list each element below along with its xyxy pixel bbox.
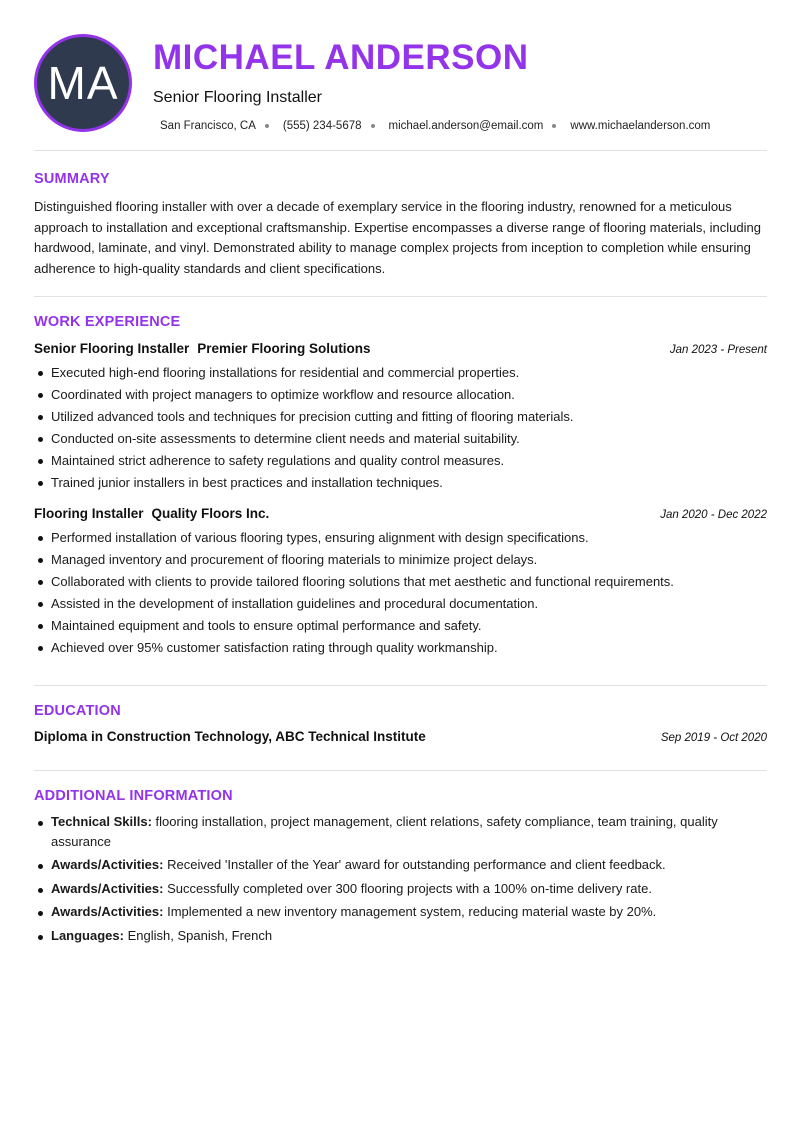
contact-phone-text: (555) 234-5678 <box>282 120 362 132</box>
job-title <box>34 506 269 521</box>
avatar-initials: MA <box>47 57 119 109</box>
candidate-title: Senior Flooring Installer <box>153 89 322 106</box>
contact-website[interactable] <box>570 120 710 132</box>
job-bullet: Maintained equipment and tools to ensure optimal performance and safety. <box>51 615 767 637</box>
additional-info-text: flooring installation, project management, client relations, safety compliance, team training, quality assurance <box>51 814 718 849</box>
contact-location-text: San Francisco, CA <box>160 120 256 132</box>
additional-info-label: Languages: <box>51 927 124 943</box>
job-dates: Jan 2020 - Dec 2022 <box>660 509 767 521</box>
summary-text: Distinguished flooring installer with over a decade of exemplary service in the flooring industry, renowned for a meticulous approach to installation and exceptional craftsmanship. Expertise encompasses a diverse range of flooring materials, including hardwood, laminate, and vinyl. Demonstrated ability to manage complex projects from inception to completion while ensuring adherence to high-quality standards and client specifications. <box>34 199 761 276</box>
additional-info-text: Implemented a new inventory management system, reducing material waste by 20%. <box>167 904 657 919</box>
job-entry <box>34 341 767 494</box>
additional-info-section <box>34 771 767 945</box>
avatar <box>34 34 132 132</box>
job-bullet: Trained junior installers in best practices and installation techniques. <box>51 472 767 494</box>
job-header <box>34 506 767 521</box>
work-experience-section <box>34 297 767 685</box>
additional-info-item <box>51 926 767 946</box>
job-bullet: Managed inventory and procurement of flooring materials to minimize project delays. <box>51 549 767 571</box>
job-bullet: Utilized advanced tools and techniques for precision cutting and fitting of flooring materials. <box>51 406 767 428</box>
job-role: Senior Flooring Installer <box>34 341 190 356</box>
job-dates: Jan 2023 - Present <box>669 344 767 356</box>
job-header <box>34 341 767 356</box>
job-bullet: Performed installation of various flooring types, ensuring alignment with design specifications. <box>51 527 767 549</box>
job-title <box>34 341 371 356</box>
education-section <box>34 686 767 770</box>
job-bullet-list <box>34 527 767 659</box>
additional-info-label: Technical Skills: <box>51 814 152 829</box>
contact-website-text[interactable]: www.michaelanderson.com <box>570 120 711 132</box>
additional-info-item <box>51 855 767 875</box>
contact-phone <box>283 120 389 132</box>
summary-heading: SUMMARY <box>34 171 110 187</box>
additional-info-item <box>51 879 767 899</box>
additional-info-label: Awards/Activities: <box>51 880 164 896</box>
job-company: Premier Flooring Solutions <box>197 341 371 356</box>
job-bullet: Collaborated with clients to provide tailored flooring solutions that met aesthetic and functional requirements. <box>51 571 767 593</box>
separator-dot-icon <box>371 124 375 128</box>
additional-info-text: Received 'Installer of the Year' award for outstanding performance and client feedback. <box>167 857 666 872</box>
job-bullet: Assisted in the development of installation guidelines and procedural documentation. <box>51 593 767 615</box>
job-entry <box>34 506 767 659</box>
contact-location <box>160 120 283 132</box>
contact-email[interactable] <box>389 120 571 132</box>
additional-info-heading: ADDITIONAL INFORMATION <box>34 788 233 804</box>
additional-info-list <box>34 812 767 945</box>
separator-dot-icon <box>552 124 556 128</box>
contact-info <box>160 120 710 132</box>
education-heading: EDUCATION <box>34 703 121 719</box>
resume-header <box>34 0 767 150</box>
job-bullet: Conducted on-site assessments to determine client needs and material suitability. <box>51 428 767 450</box>
job-bullet: Coordinated with project managers to optimize workflow and resource allocation. <box>51 384 767 406</box>
education-dates: Sep 2019 - Oct 2020 <box>660 732 767 744</box>
contact-email-text[interactable]: michael.anderson@email.com <box>388 120 544 132</box>
job-role: Flooring Installer <box>34 506 144 521</box>
job-bullet-list <box>34 362 767 494</box>
education-entry <box>34 729 767 744</box>
summary-section <box>34 151 767 296</box>
additional-info-text: Successfully completed over 300 flooring projects with a 100% on-time delivery rate. <box>167 880 652 896</box>
additional-info-label: Awards/Activities: <box>51 904 164 919</box>
job-company: Quality Floors Inc. <box>151 506 270 521</box>
education-degree: Diploma in Construction Technology, ABC Technical Institute <box>34 729 426 744</box>
additional-info-text: English, Spanish, French <box>127 927 273 943</box>
work-experience-heading: WORK EXPERIENCE <box>34 314 181 330</box>
job-bullet: Achieved over 95% customer satisfaction rating through quality workmanship. <box>51 637 767 659</box>
additional-info-item <box>51 902 767 922</box>
additional-info-label: Awards/Activities: <box>51 857 164 872</box>
job-bullet: Executed high-end flooring installations for residential and commercial properties. <box>51 362 767 384</box>
job-bullet: Maintained strict adherence to safety regulations and quality control measures. <box>51 450 767 472</box>
separator-dot-icon <box>265 124 269 128</box>
additional-info-item <box>51 812 767 851</box>
candidate-name: MICHAEL ANDERSON <box>153 38 529 77</box>
